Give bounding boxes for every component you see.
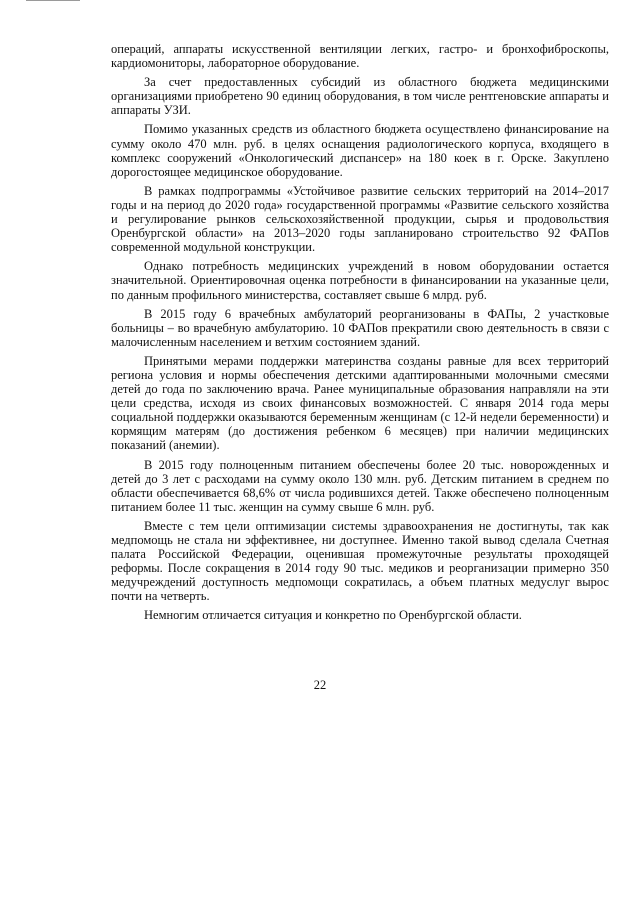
page-number: 22 <box>313 678 327 692</box>
paragraph-radiology-financing: Помимо указанных средств из областного бюджета осуществлено финансирование на сумму около 470 млн. руб. в целях оснащения радиологического корпуса, входящего в комплекс сооружений «Онкологический диспансер» на 180 коек в г. Орске. Закуплено дорогостоящее медицинское оборудование. <box>111 122 609 179</box>
paragraph-subsidies: За счет предоставленных субсидий из областного бюджета медицинскими организациями приобретено 90 единиц оборудования, в том числе рентгеновские аппараты и аппараты УЗИ. <box>111 75 609 118</box>
paragraph-audit-chamber: Вместе с тем цели оптимизации системы здравоохранения не достигнуты, так как медпомощь не стала ни эффективнее, ни доступнее. Именно такой вывод сделала Счетная палата Российской Федерации, оценившая промежуточные результаты проходящей реформы. После сокращения в 2014 году 90 тыс. медиков и реорганизации примерно 350 медучреждений доступность медпомощи сократилась, а объем платных медуслуг вырос почти на четверть. <box>111 518 609 604</box>
document-body <box>111 42 609 628</box>
paragraph-orenburg: Немногим отличается ситуация и конкретно по Оренбургской области. <box>144 608 522 623</box>
paragraph-maternity-support: Принятыми мерами поддержки материнства созданы равные для всех территорий региона условия и нормы обеспечения детскими адаптированными молочными смесями детей до года по заключению врача. Ранее муниципальные образования направляли на эти цели средства, исходя из своих финансовых возможностей. С января 2014 года меры социальной поддержки оказываются беременным женщинам (с 12-й недели беременности) и кормящим матерям (до достижения ребенком 6 месяцев) при наличии медицинских показаний (анемии). <box>111 353 609 453</box>
paragraph-reorganization: В 2015 году 6 врачебных амбулаторий реорганизованы в ФАПы, 2 участковые больницы – во врачебную амбулаторию. 10 ФАПов прекратили свою деятельность в связи с малочисленным населением и ветхим состоянием зданий. <box>111 306 609 349</box>
paragraph-rural-program: В рамках подпрограммы «Устойчивое развитие сельских территорий на 2014–2017 годы и на период до 2020 года» государственной программы «Развитие сельского хозяйства и регулирование рынков сельскохозяйственной продукции, сырья и продовольствия Оренбургской области» на 2013–2020 годы запланировано строительство 92 ФАПов современной модульной конструкции. <box>111 183 609 255</box>
paragraph-equipment-need: Однако потребность медицинских учреждений в новом оборудовании остается значительной. Ориентировочная оценка потребности в финансировании на указанные цели, по данным профильного министерства, составляет свыше 6 млрд. руб. <box>111 259 609 302</box>
top-rule <box>26 0 80 1</box>
paragraph-continuation: операций, аппараты искусственной вентиляции легких, гастро- и бронхофиброскопы, кардиомониторы, лабораторное оборудование. <box>111 42 609 71</box>
paragraph-nutrition: В 2015 году полноценным питанием обеспечены более 20 тыс. новорожденных и детей до 3 лет с расходами на сумму около 130 млн. руб. Детским питанием в среднем по области обеспечивается 68,6% от числа родившихся детей. Также обеспечено полноценным питанием более 11 тыс. женщин на сумму свыше 6 млн. руб. <box>111 457 609 514</box>
